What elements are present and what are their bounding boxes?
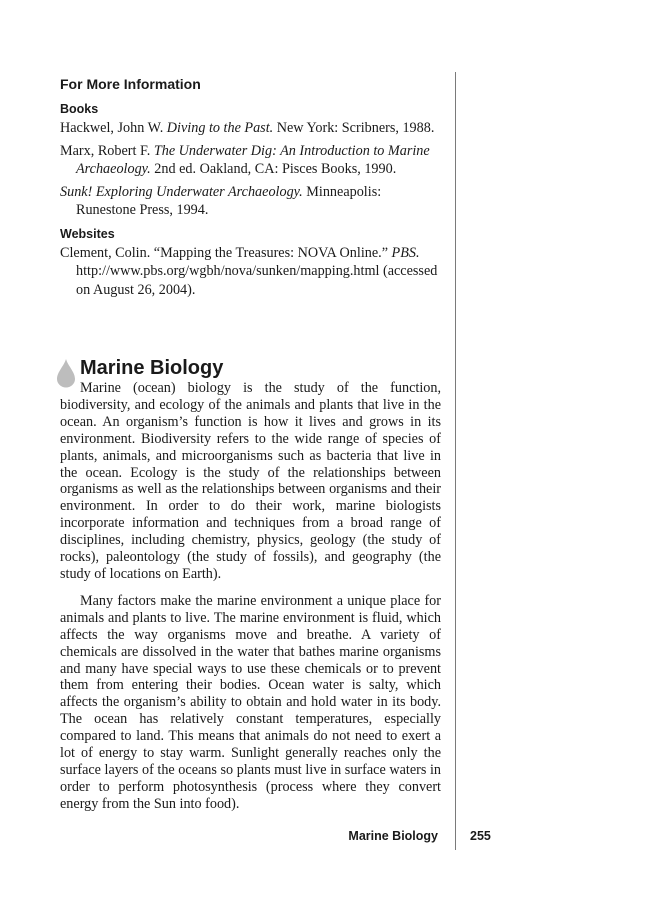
water-drop-icon xyxy=(56,358,76,388)
running-title: Marine Biology xyxy=(348,829,438,843)
citation-author: Marx, Robert F. xyxy=(60,142,154,159)
citation-title: The Underwater Dig: An Introduction to Marine Archaeology. xyxy=(76,142,430,177)
book-citation xyxy=(60,119,441,138)
citation-publication: New York: Scribners, 1988. xyxy=(273,120,435,136)
websites-heading: Websites xyxy=(60,226,115,241)
citation-url: http://www.pbs.org/wgbh/nova/sunken/mapping.html (accessed on August 26, 2004). xyxy=(76,263,438,298)
citation-title: Diving to the Past. xyxy=(166,120,274,136)
column-divider xyxy=(455,72,456,850)
section-header xyxy=(60,356,441,380)
citation-source: PBS. xyxy=(391,244,420,261)
citation-author: Hackwel, John W. xyxy=(60,120,167,136)
citation-title: Sunk! Exploring Underwater Archaeology. xyxy=(60,183,303,200)
section-title: Marine Biology xyxy=(80,357,224,379)
body-paragraph: Many factors make the marine environment a unique place for animals and plants to live. The marine environment is fluid, which affects the way organisms move and breathe. A variety of chemicals are dissolved in the water that bathes marine organisms and many have special ways to use these chemicals or to prevent them from entering their bodies. Ocean water is salty, which affects the organism’s ability to obtain and hold water in its body. The ocean has relatively constant temperatures, especially compared to land. This means that animals do not need to exert a lot of energy to stay warm. Sunlight generally reaches only the surface layers of the oceans so plants must live in surface waters in order to perform photosynthesis (process where they convert energy from the Sun into food). xyxy=(60,592,441,812)
book-citation xyxy=(60,142,441,179)
citation-publication: 2nd ed. Oakland, CA: Pisces Books, 1990. xyxy=(150,161,397,177)
marine-biology-section xyxy=(60,356,441,813)
for-more-information xyxy=(60,75,441,303)
page-number: 255 xyxy=(470,829,491,843)
citation-publication: Minneapolis: Runestone Press, 1994. xyxy=(76,183,382,218)
citation-author: Clement, Colin. “Mapping the Treasures: NOVA Online.” xyxy=(60,244,392,261)
books-heading: Books xyxy=(60,102,99,116)
fmi-heading: For More Information xyxy=(60,76,201,92)
book-citation xyxy=(60,183,441,220)
body-paragraph: Marine (ocean) biology is the study of the function, biodiversity, and ecology of the animals and plants that live in the ocean. An organism’s function is how it lives and grows in its environment. Biodiversity refers to the wide range of species of plants, animals, and microorganisms such as bacteria that live in the ocean. Ecology is the study of the relationships between organisms as well as the relationships between organisms and their environment. In order to do their work, marine biologists incorporate information and techniques from a broad range of disciplines, including chemistry, physics, geology (the study of rocks), paleontology (the study of fossils), and geography (the study of locations on Earth). xyxy=(60,380,441,582)
website-citation xyxy=(60,244,441,300)
